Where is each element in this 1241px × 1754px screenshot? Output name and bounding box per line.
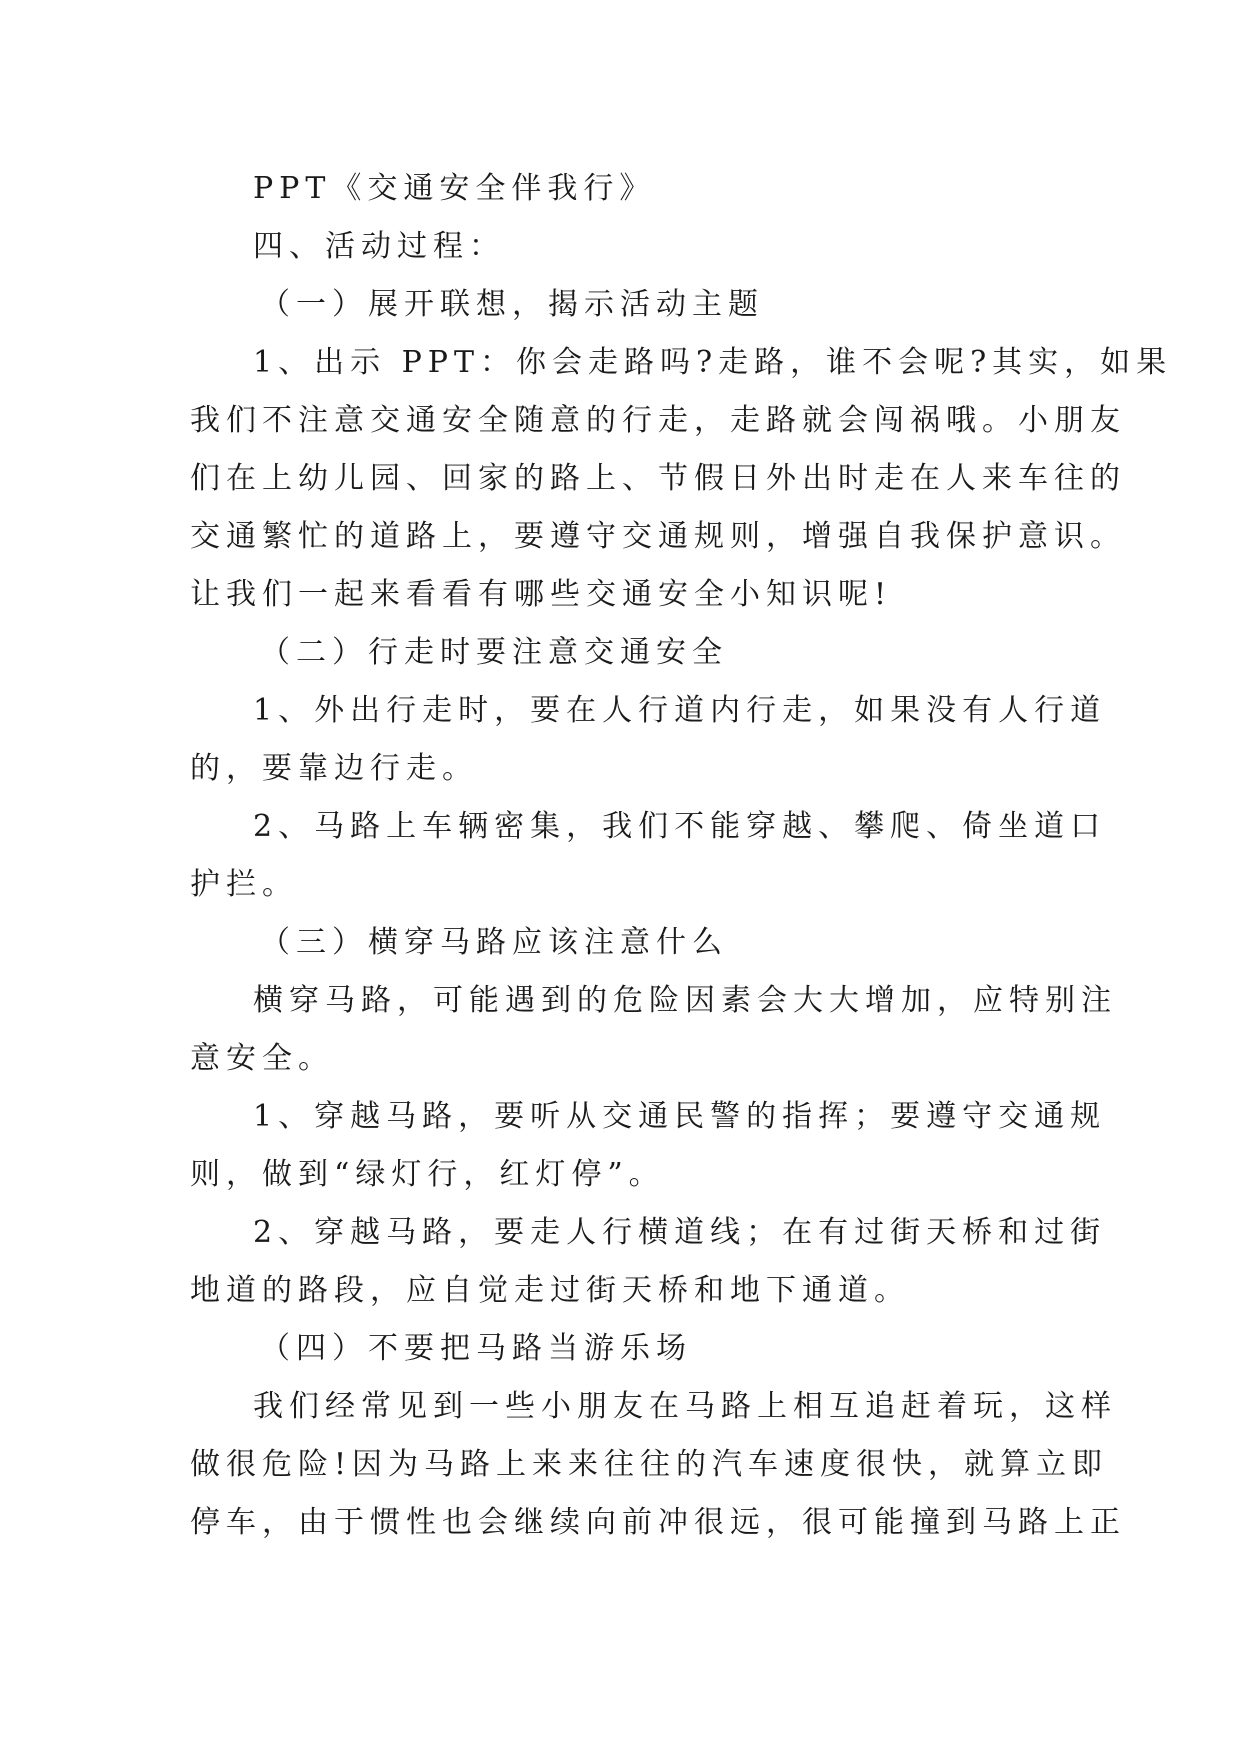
paragraph-line: 交通繁忙的道路上，要遵守交通规则，增强自我保护意识。 [190, 519, 1126, 554]
paragraph-line: 1、外出行走时，要在人行道内行走，如果没有人行道 [253, 693, 1107, 728]
paragraph-line: 停车，由于惯性也会继续向前冲很远，很可能撞到马路上正 [190, 1505, 1126, 1540]
paragraph-line: 2、马路上车辆密集，我们不能穿越、攀爬、倚坐道口 [253, 809, 1107, 844]
subsection-heading-4: （四）不要把马路当游乐场 [260, 1331, 692, 1366]
subsection-heading-1: （一）展开联想，揭示活动主题 [260, 287, 764, 322]
paragraph-line: 们在上幼儿园、回家的路上、节假日外出时走在人来车往的 [190, 461, 1126, 496]
paragraph-line: 意安全。 [190, 1041, 334, 1076]
material-line: PPT《交通安全伴我行》 [253, 171, 656, 206]
paragraph-line: 护拦。 [190, 867, 298, 902]
subsection-heading-3: （三）横穿马路应该注意什么 [260, 925, 728, 960]
paragraph-line: 2、穿越马路，要走人行横道线；在有过街天桥和过街 [253, 1215, 1107, 1250]
paragraph-line: 则，做到“绿灯行，红灯停”。 [190, 1157, 665, 1192]
document-body [190, 160, 1173, 1552]
paragraph-line: 地道的路段，应自觉走过街天桥和地下通道。 [190, 1273, 910, 1308]
paragraph-line: 1、出示 PPT：你会走路吗?走路，谁不会呢?其实，如果 [253, 345, 1173, 380]
paragraph-line: 做很危险!因为马路上来来往往的汽车速度很快，就算立即 [190, 1447, 1109, 1482]
paragraph-line: 我们不注意交通安全随意的行走，走路就会闯祸哦。小朋友 [190, 403, 1126, 438]
subsection-heading-2: （二）行走时要注意交通安全 [260, 635, 728, 670]
paragraph-line: 让我们一起来看看有哪些交通安全小知识呢! [190, 577, 893, 612]
paragraph-line: 我们经常见到一些小朋友在马路上相互追赶着玩，这样 [253, 1389, 1117, 1424]
paragraph-line: 的，要靠边行走。 [190, 751, 478, 786]
section-heading-activity-process: 四、活动过程： [253, 229, 505, 264]
paragraph-line: 横穿马路，可能遇到的危险因素会大大增加，应特别注 [253, 983, 1117, 1018]
paragraph-line: 1、穿越马路，要听从交通民警的指挥；要遵守交通规 [253, 1099, 1107, 1134]
